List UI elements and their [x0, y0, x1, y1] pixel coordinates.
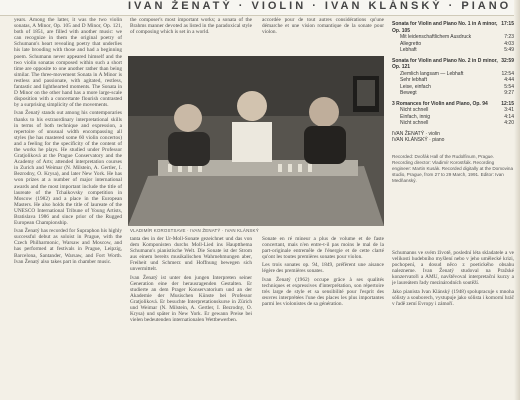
track-time: 4:14	[504, 113, 514, 120]
track-row	[392, 120, 514, 127]
right-mid-text-column	[262, 236, 384, 398]
right-mid-paragraph: Les trois sonates op. 94, 1849, préfèrent une aisance légère des premières sonates.	[262, 262, 384, 275]
track-name: Allegretto	[400, 40, 422, 47]
track-name: Einfach, innig	[400, 113, 431, 120]
upper-right-text	[262, 17, 384, 55]
work-block	[392, 101, 514, 127]
photo-caption: VLADIMÍR KOROSTSAVE · IVAN ŽENATÝ · IVAN KLÁNSKÝ	[130, 228, 259, 233]
track-time: 12:54	[501, 70, 514, 77]
track-name: Lebhaft	[400, 47, 417, 53]
track-time: 5:54	[504, 83, 514, 90]
work-total: 32:59	[501, 57, 514, 64]
track-time: 5:49	[504, 47, 514, 53]
work-total: 17:15	[501, 21, 514, 27]
header-bar	[0, 0, 520, 16]
right-lower-text-column	[392, 250, 514, 398]
center-paragraph: Ivan Ženatý ist unter den jungen Interpreten seiner Generation eine der herausragenden Gestalten. Er studierte an dem Prager Konservatorium und an der Akademie der Musischen Künste bei Professor Gratjoliková. Er besuchte Interpretationskurse in Zürich und Weimar (N. Milstein, A. Gertler, I. Bezrodny, O. Krysa) und später in New York. Er gewann Preise bei vielen bedeutenden internationalen Wettbewerben.	[130, 274, 252, 324]
work-title: 3 Romances for Violin and Piano, Op. 94	[392, 100, 488, 107]
track-time: 7:23	[504, 34, 514, 40]
upper-right-paragraph: accordée pour de tout autres considérations qu'une démarche et une vision romantique de la sonate pour violon.	[262, 17, 384, 36]
performer-name: IVAN ŽENATÝ · violin	[392, 130, 440, 137]
center-paragraph: tanta des in der Ur-Moll-Sonate gezeichnet und das von dem Komponisten durchs Moll-Lied ins Hauptthema Schumann's pianistische Welt. Die Sonate ist der Strom aus einem bereits musikalischen Wahrnehmungen aber, Freiheit und Schmerz und Hoffnung bewegen sich unvermittelt.	[130, 236, 252, 273]
track-time: 4:20	[504, 120, 514, 126]
right-lower-paragraph: Schumanns ve svém životě, poslední léta skladatele a ve velikosti hudebního myšlení nebo v jeho umělecké krizi, pochopení, a dosud něco z poetického obsahu nalezneme. Ivan Ženatý studoval na Pražské konzervatoři a AMU, navštěvoval interpretační kurzy a je laureátem řady mezinárodních soutěží.	[392, 250, 514, 287]
work-total: 12:15	[501, 100, 514, 107]
upper-mid-text	[130, 17, 252, 55]
page-edge-shadow	[514, 0, 520, 400]
left-paragraph: Ivan Ženatý stands out among his contemporaries thanks to his extraordinary interpretational skills in terms of both technique and expression, a repertoire of unusual width encompassing all styles (he has mastered some 60 violin concertos) and a feeling for the specificity of the content of the works he plays. He studied under Professor Gratjoliková at the Prague Conservatory and the Academy of Arts; attended interpretation courses in Zurich and Weimar (N. Milstein, A. Gertler, I. Bezrodny, O. Krysa), and later New York. He has won prizes at a number of major international awards and the most important include the title of laureate of the Tchaikovsky competition in Moscow (1982) and a place in the European Masters. He also holds the title of laureate of the UNESCO International Tribune of Young Artists, Bratislava 1986 and since prior of the Rugged European Championship.	[14, 110, 122, 227]
track-name: Bewegt	[400, 90, 417, 96]
production-credits: Recorded: Dvořák Hall of the Rudolfinum, Prague. Recording director: Vladimír Korostšák. Recording engineer: Martin Kusák. Recorded digitally at the Domovina studio, Prague, from 27 to 29 March, 1991. Editor: Ivan Medňanský.	[392, 153, 514, 183]
track-name: Sehr lebhaft	[400, 77, 427, 83]
work-title-row	[392, 21, 514, 34]
track-name: Nicht schnell	[400, 120, 429, 126]
work-title: Sonata for Violin and Piano No. 2 in D minor, Op. 121	[392, 57, 498, 70]
performer-name: IVAN KLÁNSKÝ · piano	[392, 137, 445, 143]
work-block	[392, 21, 514, 54]
header-title: IVAN ŽENATÝ · VIOLIN · IVAN KLÁNSKÝ · PIANO	[128, 0, 512, 12]
left-paragraph: Ivan Ženatý has recorded for Supraphon his highly successful debut as soloist in Prague, with the Czech Philharmonic, Warsaw and Moscow, and has performed at festivals in Prague, Leipzig, Barcelona, Santander, Warsaw, and Fort Worth. Ivan Ženatý also takes part in chamber music.	[14, 228, 122, 265]
track-name: Mit leidenschaftlichem Ausdruck	[400, 34, 472, 40]
upper-mid-paragraph: the composer's most important works; a sonata of the Brahms manner devoted as listed in the paradoxical style of composing which is set in a world.	[130, 17, 252, 36]
tracklist	[392, 17, 514, 249]
track-row	[392, 47, 514, 54]
work-title-row	[392, 58, 514, 71]
work-title: Sonata for Violin and Piano No. 1 in A minor, Op. 105	[392, 21, 498, 34]
right-mid-paragraph: Sonate en ré mineur a plus de volume et de faste concertant, mais n'en entre-t-il pas moins le mal de la part-originale entremêle de l'énergie et de cette clarté qu'ont les toutes premières sonates pour violon.	[262, 236, 384, 261]
left-paragraph: years. Among the latter, it was the two violin sonatas, A Minor, Op. 105 and D Minor, Op. 121, both of 1851, are filled with another music: we can recognize in them the original poetry of Schumann's heart revealing poetry that underlies his late brooding with those and had a beginning poem. Schumann never appeared himself and the two violin sonatas composed within such a short time are opposite to one another rather than being similar. The three-movement Sonata in A Minor is restless and passionate, with agitated, restless, fantastic and lighthearted moments. The Sonata in D Minor on the other hand has a more large-scale disposition with a concertante flourish contrasted by a surprising simplicity of the movements.	[14, 17, 122, 109]
track-time: 9:27	[504, 90, 514, 96]
recording-session-photo	[128, 56, 384, 226]
right-mid-paragraph: Ivan Ženatý (1962) occupe grâce à ses qualités techniques et expressives d'interprétation, son répertoire très large de style et sa sensibilité pour l'esprit des œuvres interprétées l'une des places les plus importantes parmi les violonistes de sa génération.	[262, 276, 384, 307]
track-time: 4:03	[504, 40, 514, 47]
track-row	[392, 90, 514, 97]
track-name: Nicht schnell	[400, 107, 429, 113]
track-name: Leise, einfach	[400, 83, 431, 90]
track-time: 4:44	[504, 77, 514, 83]
track-time: 3:41	[504, 107, 514, 113]
track-name: Ziemlich langsam — Lebhaft	[400, 70, 464, 77]
photo-illustration	[128, 56, 384, 226]
work-block	[392, 58, 514, 97]
right-lower-paragraph: Jako pianista Ivan Klánský (1948) spolupracuje s mnoha sólisty a souborech, vystupuje jako sólista i komorní hráč v řadě zemí Evropy i zámoří.	[392, 288, 514, 307]
center-text-column	[130, 236, 252, 398]
left-text-column	[14, 17, 122, 399]
performers-block	[392, 131, 514, 144]
